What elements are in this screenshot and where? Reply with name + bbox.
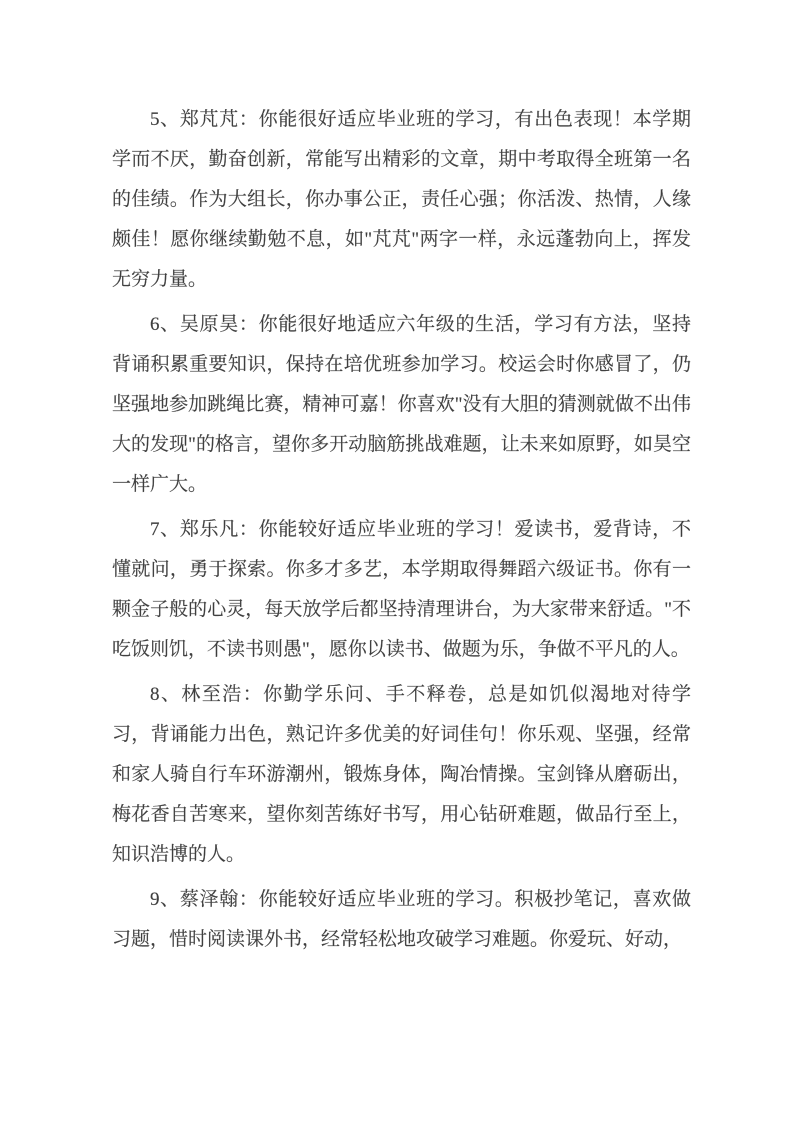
comment-paragraph-5: 5、郑芃芃：你能很好适应毕业班的学习，有出色表现！本学期学而不厌，勤奋创新，常能写出精彩的文章，期中考取得全班第一名的佳绩。作为大组长，你办事公正，责任心强；你活泼、热情，人缘颇佳！愿你继续勤勉不息，如"芃芃"两字一样，永远蓬勃向上，挥发无穷力量。 bbox=[112, 109, 691, 290]
comment-paragraph-6: 6、吴原昊：你能很好地适应六年级的生活，学习有方法，坚持背诵积累重要知识，保持在培优班参加学习。校运会时你感冒了，仍坚强地参加跳绳比赛，精神可嘉！你喜欢"没有大胆的猜测就做不出伟大的发现"的格言，望你多开动脑筋挑战难题，让未来如原野，如昊空一样广大。 bbox=[112, 314, 691, 495]
comment-paragraph-8: 8、林至浩：你勤学乐问、手不释卷，总是如饥似渴地对待学习，背诵能力出色，熟记许多优美的好词佳句！你乐观、坚强，经常和家人骑自行车环游潮州，锻炼身体，陶冶情操。宝剑锋从磨砺出，梅花香自苦寒来，望你刻苦练好书写，用心钻研难题，做品行至上，知识浩博的人。 bbox=[112, 684, 691, 865]
document-body bbox=[112, 100, 691, 960]
comment-paragraph-9: 9、蔡泽翰：你能较好适应毕业班的学习。积极抄笔记，喜欢做习题，惜时阅读课外书，经常轻松地攻破学习难题。你爱玩、好动， bbox=[112, 889, 691, 950]
comment-paragraph-7: 7、郑乐凡：你能较好适应毕业班的学习！爱读书，爱背诗，不懂就问，勇于探索。你多才多艺，本学期取得舞蹈六级证书。你有一颗金子般的心灵，每天放学后都坚持清理讲台，为大家带来舒适。"不吃饭则饥，不读书则愚"，愿你以读书、做题为乐，争做不平凡的人。 bbox=[112, 519, 691, 660]
